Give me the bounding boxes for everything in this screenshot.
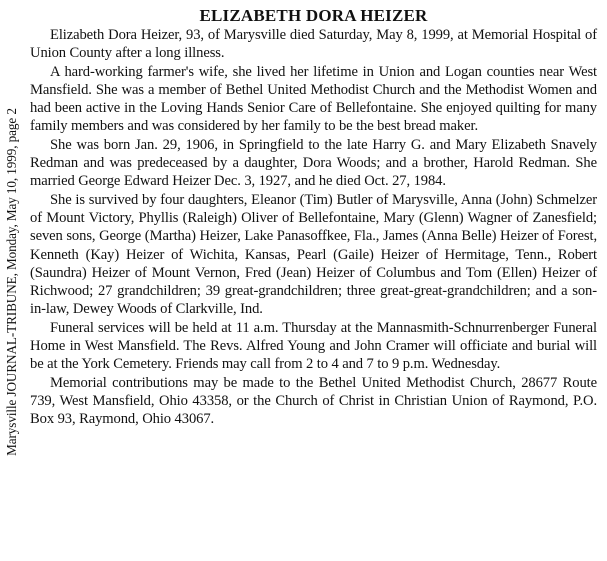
paragraph-survivors: She is survived by four daughters, Eleanor (Tim) Butler of Marysville, Anna (John) Schmelzer of Mount Victory, Phyllis (Raleigh) Oliver of Bellefontaine, Mary (Glenn) Wagner of Zanesfield; seven sons, George (Martha) Heizer, Lake Panasoffkee, Fla., James (Anna Belle) Heizer of Forest, Kenneth (Kay) Heizer of Wichita, Kansas, Pearl (Gaile) Heizer of Hermitage, Tenn., Robert (Saundra) Heizer of Mount Vernon, Fred (Jean) Heizer of Columbus and Tom (Ellen) Heizer of Richwood; 27 grandchildren; 39 great-grandchildren; three great-great-grandchildren; and a son-in-law, Dewey Woods of Clarkville, Ind. (30, 191, 597, 318)
source-caption-text: Marysville JOURNAL-TRIBUNE, Monday, May 10, 1999, page 2 (4, 108, 19, 456)
obituary-headline: ELIZABETH DORA HEIZER (199, 6, 428, 25)
paragraph-death-notice: Elizabeth Dora Heizer, 93, of Marysville died Saturday, May 8, 1999, at Memorial Hospital of Union County after a long illness. (30, 27, 597, 62)
paragraph-funeral-services: Funeral services will be held at 11 a.m. Thursday at the Mannasmith-Schnurrenberger Funeral Home in West Mansfield. The Revs. Alfred Young and John Cramer will officiate and burial will be at the York Cemetery. Friends may call from 2 to 4 and 7 to 9 p.m. Wednesday. (30, 319, 597, 373)
paragraph-life-summary: A hard-working farmer's wife, she lived her lifetime in Union and Logan counties near West Mansfield. She was a member of Bethel United Methodist Church and the Methodist Women and had been active in the Loving Hands Senior Care of Bellefontaine. She enjoyed quilting for many family members and was considered by her family to be the best bread maker. (30, 63, 597, 135)
paragraph-birth-family: She was born Jan. 29, 1906, in Springfield to the late Harry G. and Mary Elizabeth Snavely Redman and was predeceased by a daughter, Dora Woods; and a brother, Harold Redman. She married George Edward Heizer Dec. 3, 1927, and he died Oct. 27, 1984. (30, 136, 597, 190)
paragraph-memorial-contributions: Memorial contributions may be made to the Bethel United Methodist Church, 28677 Route 739, West Mansfield, Ohio 43358, or the Church of Christ in Christian Union of Raymond, P.O. Box 93, Raymond, Ohio 43067. (30, 374, 597, 428)
obituary-article (30, 6, 597, 429)
source-caption (0, 0, 24, 561)
